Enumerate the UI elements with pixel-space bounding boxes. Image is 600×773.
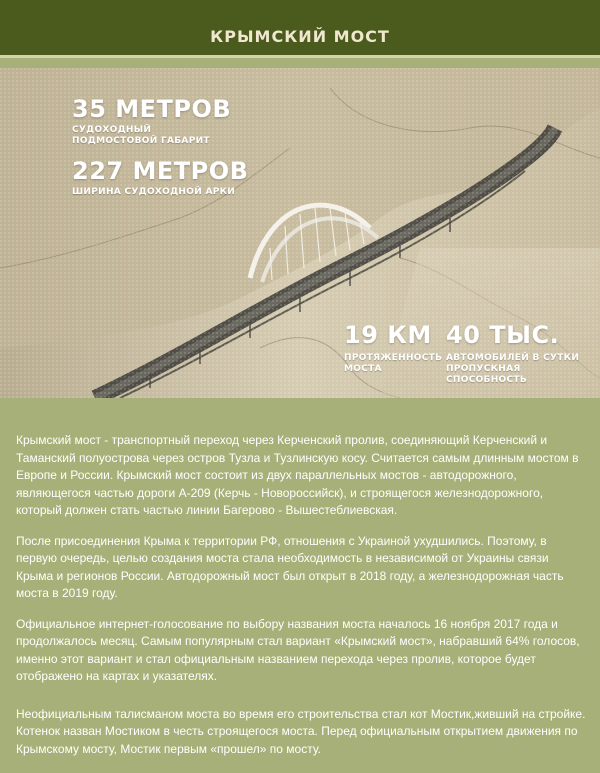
stat-capacity-caption: АВТОМОБИЛЕЙ В СУТКИ ПРОПУСКНАЯ СПОСОБНОСТЬ — [446, 353, 580, 385]
article-paragraph: Крымский мост - транспортный переход через Керченский пролив, соединяющий Керченский и Таманский полуострова через остров Тузла и Тузлинскую косу. Считается самым длинным мостом в Европе и России. Крымский мост состоит из двух параллельных мостов - автодорожного, являющегося частью дороги А-209 (Керчь - Новороссийск), и строящегося железнодорожного, который должен стать частью линии Багерово - Вышестеблиевская. — [16, 433, 579, 517]
stat-clearance-value: 35 МЕТРОВ — [72, 95, 232, 123]
stat-clearance-caption: СУДОХОДНЫЙ ПОДМОСТОВОЙ ГАБАРИТ — [72, 125, 210, 146]
header-bar — [0, 0, 600, 58]
stat-capacity-value: 40 ТЫС. — [446, 321, 560, 349]
stat-arch-width-caption: ШИРИНА СУДОХОДНОЙ АРКИ — [72, 187, 236, 197]
header-divider — [0, 55, 600, 58]
stat-length-caption: ПРОТЯЖЕННОСТЬ МОСТА — [344, 353, 443, 374]
article-paragraph: Официальное интернет-голосование по выбору названия моста началось 16 ноября 2017 года и продолжалось месяц. Самым популярным стал вариант «Крымский мост», набравший 64% голосов, именно этот вариант и стал официальным названием перехода через пролив, которое будет отображено на картах и указателях. — [16, 616, 580, 683]
article-paragraph: После присоединения Крыма к территории РФ, отношения с Украиной ухудшились. Поэтому, в первую очередь, целью создания моста стала необходимость в независимой от Украины связи Крыма и регионов России. Автодорожный мост был открыт в 2018 году, а железнодорожная часть моста в 2019 году. — [16, 533, 564, 600]
article-paragraph: Неофициальным талисманом моста во время его строительства стал кот Мостик,живший на стройке. Котенок назван Мостиком в честь строящегося моста. Перед официальным открытием движения по Крымскому мосту, Мостик первым «прошел» по мосту. — [16, 706, 586, 756]
stat-length-value: 19 КМ — [344, 321, 432, 349]
article-body — [16, 432, 588, 771]
page-title: КРЫМСКИЙ МОСТ — [210, 27, 390, 46]
stat-arch-width-value: 227 МЕТРОВ — [72, 157, 249, 185]
hero-image — [0, 68, 600, 398]
